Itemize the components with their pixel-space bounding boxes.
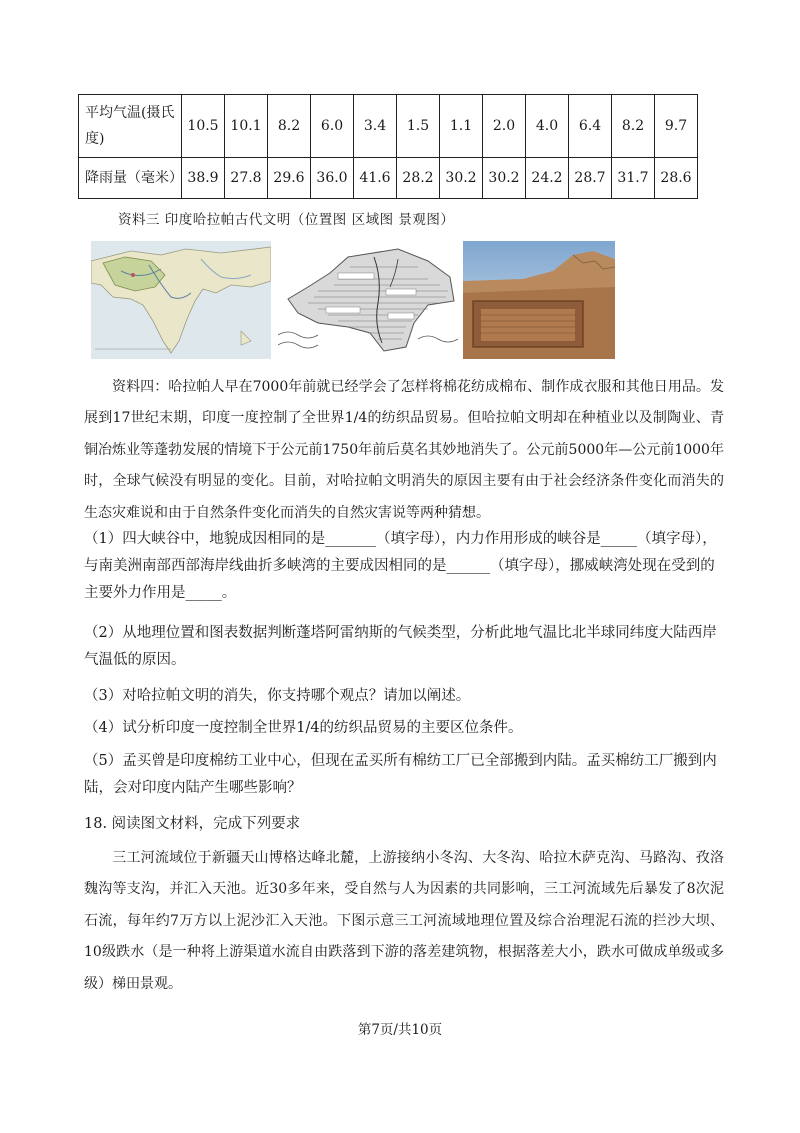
temp-cell: 10.5: [182, 95, 225, 158]
question-2: （2）从地理位置和图表数据判断蓬塔阿雷纳斯的气候类型，分析此地气温比北半球同纬度大陆西岸气温低的原因。: [84, 625, 717, 668]
material3-caption: 资料三 印度哈拉帕古代文明（位置图 区域图 景观图）: [118, 212, 455, 228]
rain-cell: 28.2: [397, 158, 440, 199]
rain-cell: 41.6: [354, 158, 397, 199]
material4-paragraph: [84, 372, 724, 529]
rain-cell: 31.7: [612, 158, 655, 199]
temp-cell: 1.5: [397, 95, 440, 158]
rain-cell: 24.2: [526, 158, 569, 199]
temperature-row: [79, 95, 698, 158]
question-18-text: 三工河流域位于新疆天山博格达峰北麓，上游接纳小冬沟、大冬沟、哈拉木萨克沟、马路沟、孜洛魏沟等支沟，并汇入天池。近30多年来，受自然与人为因素的共同影响，三工河流域先后暴发了8次泥石流，每年约7万方以上泥沙汇入天池。下图示意三工河流域地理位置及综合治理泥石流的拦沙大坝、10级跌水（是一种将上游渠道水流自由跌落到下游的落差建筑物，根据落差大小，跌水可做成单级或多级）梯田景观。: [84, 850, 724, 992]
rain-cell: 30.2: [483, 158, 526, 199]
question-5: （5）孟买曾是印度棉纺工业中心，但现在孟买所有棉纺工厂已全部搬到内陆。孟买棉纺工厂搬到内陆，会对印度内陆产生哪些影响？: [84, 753, 717, 796]
climate-table: [78, 94, 698, 199]
material4-text: 资料四：哈拉帕人早在7000年前就已经学会了怎样将棉花纺成棉布、制作成衣服和其他日用品。发展到17世纪末期，印度一度控制了全世界1/4的纺织品贸易。但哈拉帕文明却在种植业以及制陶业、青铜冶炼业等蓬勃发展的情境下于公元前1750年前后莫名其妙地消失了。公元前5000年—公元前1000年时，全球气候没有明显的变化。目前，对哈拉帕文明消失的原因主要有由于社会经济条件变化而消失的生态灾难说和由于自然条件变化而消失的自然灾害说等两种猜想。: [84, 379, 724, 521]
temp-cell: 9.7: [655, 95, 698, 158]
temp-cell: 2.0: [483, 95, 526, 158]
page-number: 第7页/共10页: [357, 1022, 443, 1038]
temp-cell: 1.1: [440, 95, 483, 158]
harappa-region-map: [278, 243, 463, 359]
temp-cell: 3.4: [354, 95, 397, 158]
rain-cell: 28.6: [655, 158, 698, 199]
temp-cell: 8.2: [612, 95, 655, 158]
temp-cell: 6.4: [569, 95, 612, 158]
temp-cell: 6.0: [311, 95, 354, 158]
rainfall-header: 降雨量（毫米）: [79, 158, 182, 199]
rain-cell: 36.0: [311, 158, 354, 199]
ruins-landscape-photo: [463, 241, 615, 359]
india-location-map: [91, 241, 271, 359]
rain-cell: 29.6: [268, 158, 311, 199]
rain-cell: 28.7: [569, 158, 612, 199]
temp-cell: 4.0: [526, 95, 569, 158]
rain-cell: 38.9: [182, 158, 225, 199]
temp-cell: 10.1: [225, 95, 268, 158]
temperature-header: 平均气温(摄氏度): [79, 95, 182, 158]
rain-cell: 27.8: [225, 158, 268, 199]
question-4: （4）试分析印度一度控制全世界1/4的纺织品贸易的主要区位条件。: [84, 720, 523, 736]
question-18-title: 18. 阅读图文材料，完成下列要求: [84, 816, 301, 832]
question-1: （1）四大峡谷中，地貌成因相同的是_______（填字母），内力作用形成的峡谷是_____（填字母），与南美洲南部西部海岸线曲折多峡湾的主要成因相同的是______（填字母），挪威峡湾处现在受到的主要外力作用是_____。: [84, 531, 717, 601]
question-3: （3）对哈拉帕文明的消失，你支持哪个观点？请加以阐述。: [84, 688, 471, 704]
rainfall-row: [79, 158, 698, 199]
temp-cell: 8.2: [268, 95, 311, 158]
rain-cell: 30.2: [440, 158, 483, 199]
question-18-paragraph: [84, 843, 724, 1000]
